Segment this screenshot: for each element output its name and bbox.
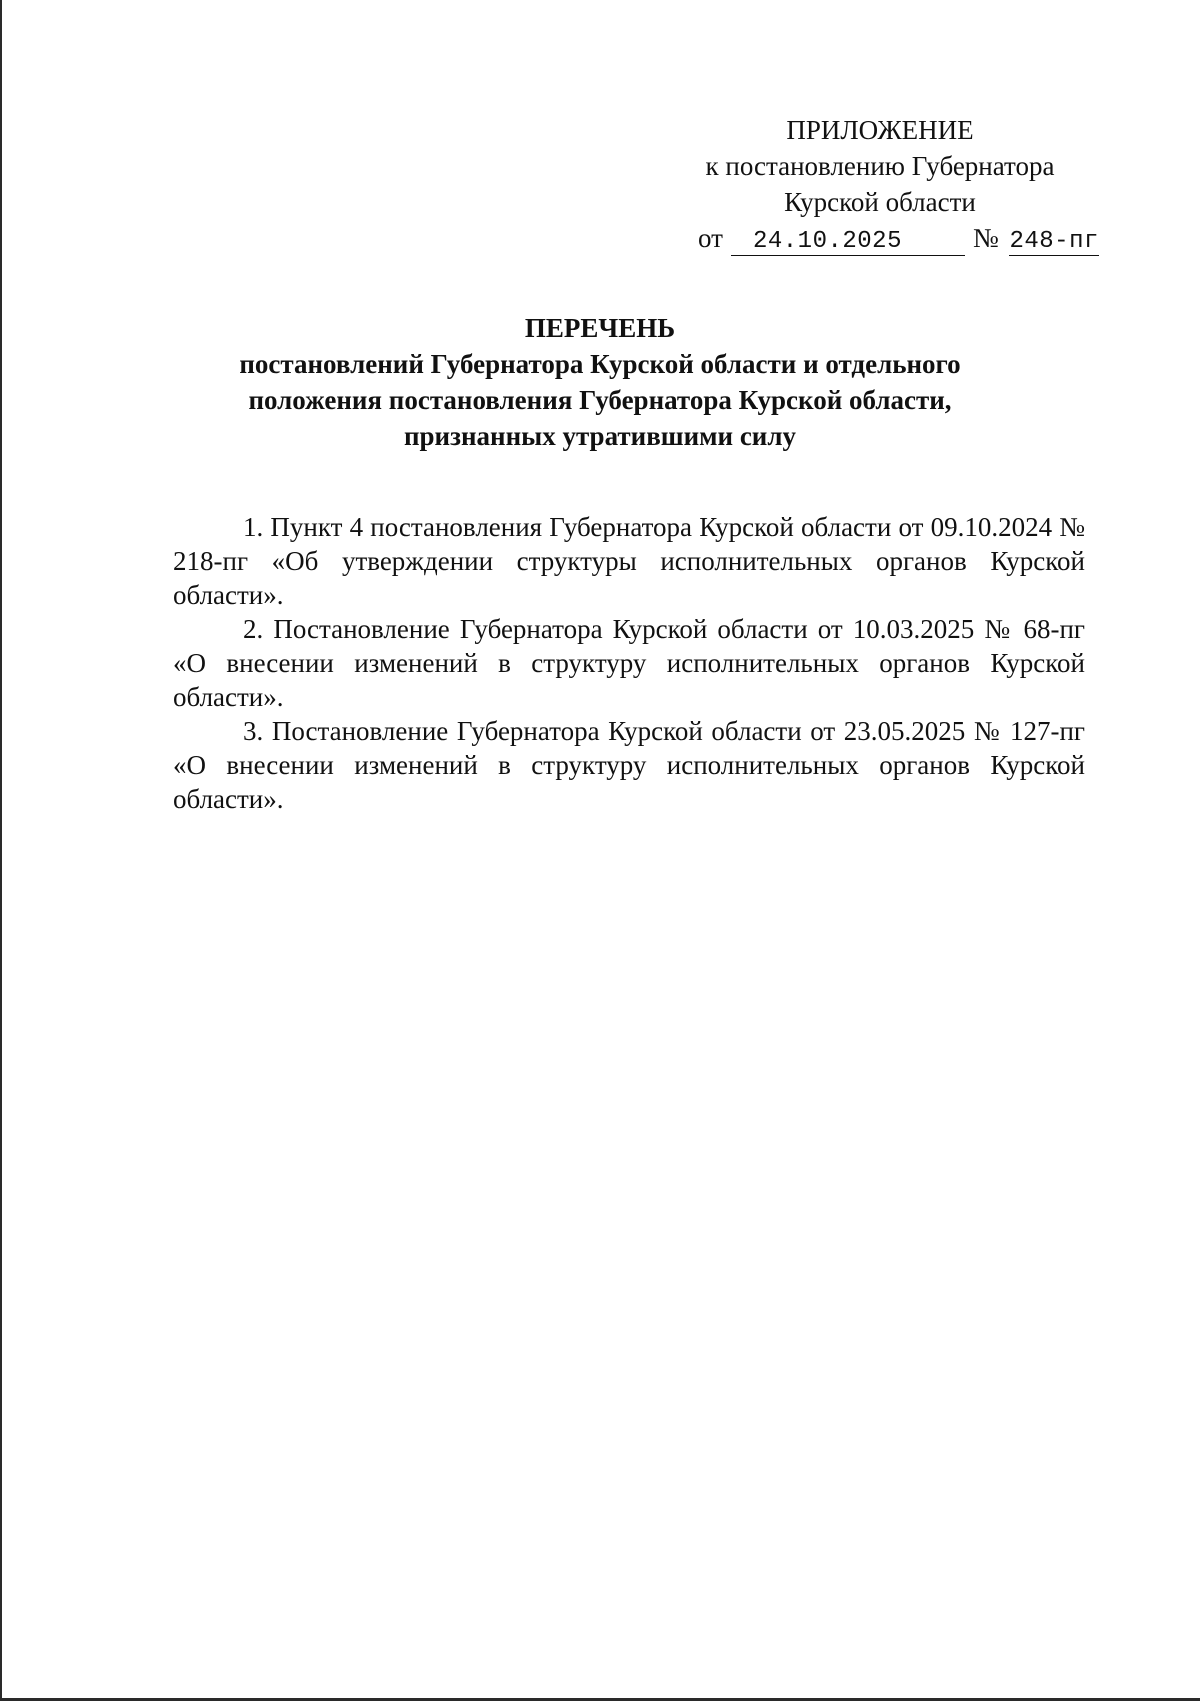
document-heading [160,310,1040,454]
number-prefix: № [972,223,999,253]
appendix-date-row [660,220,1100,256]
appendix-line-2: к постановлению Губернатора [705,151,1055,181]
document-body [173,510,1085,816]
heading-subtitle-line-3: признанных утратившими силу [403,421,797,451]
list-item-3: 3. Постановление Губернатора Курской области от 23.05.2025 № 127-пг «О внесении изменений в структуру исполнительных органов Курской области». [173,716,1085,814]
list-item-1: 1. Пункт 4 постановления Губернатора Курской области от 09.10.2024 № 218-пг «Об утверждении структуры исполнительных органов Курской области». [173,512,1085,610]
heading-subtitle-line-2: положения постановления Губернатора Курской области, [248,385,952,415]
heading-subtitle-line-1: постановлений Губернатора Курской области и отдельного [239,349,961,379]
decree-date: 24.10.2025 [731,229,965,256]
decree-number: 248-пг [1009,228,1099,255]
appendix-title: ПРИЛОЖЕНИЕ [786,115,974,145]
appendix-line-3: Курской области [784,187,976,217]
date-prefix: от [698,223,723,253]
appendix-block [660,112,1100,256]
list-item-2: 2. Постановление Губернатора Курской области от 10.03.2025 № 68-пг «О внесении изменений в структуру исполнительных органов Курской области». [173,614,1085,712]
heading-title: ПЕРЕЧЕНЬ [524,313,676,343]
scan-edge-left [0,0,2,1701]
